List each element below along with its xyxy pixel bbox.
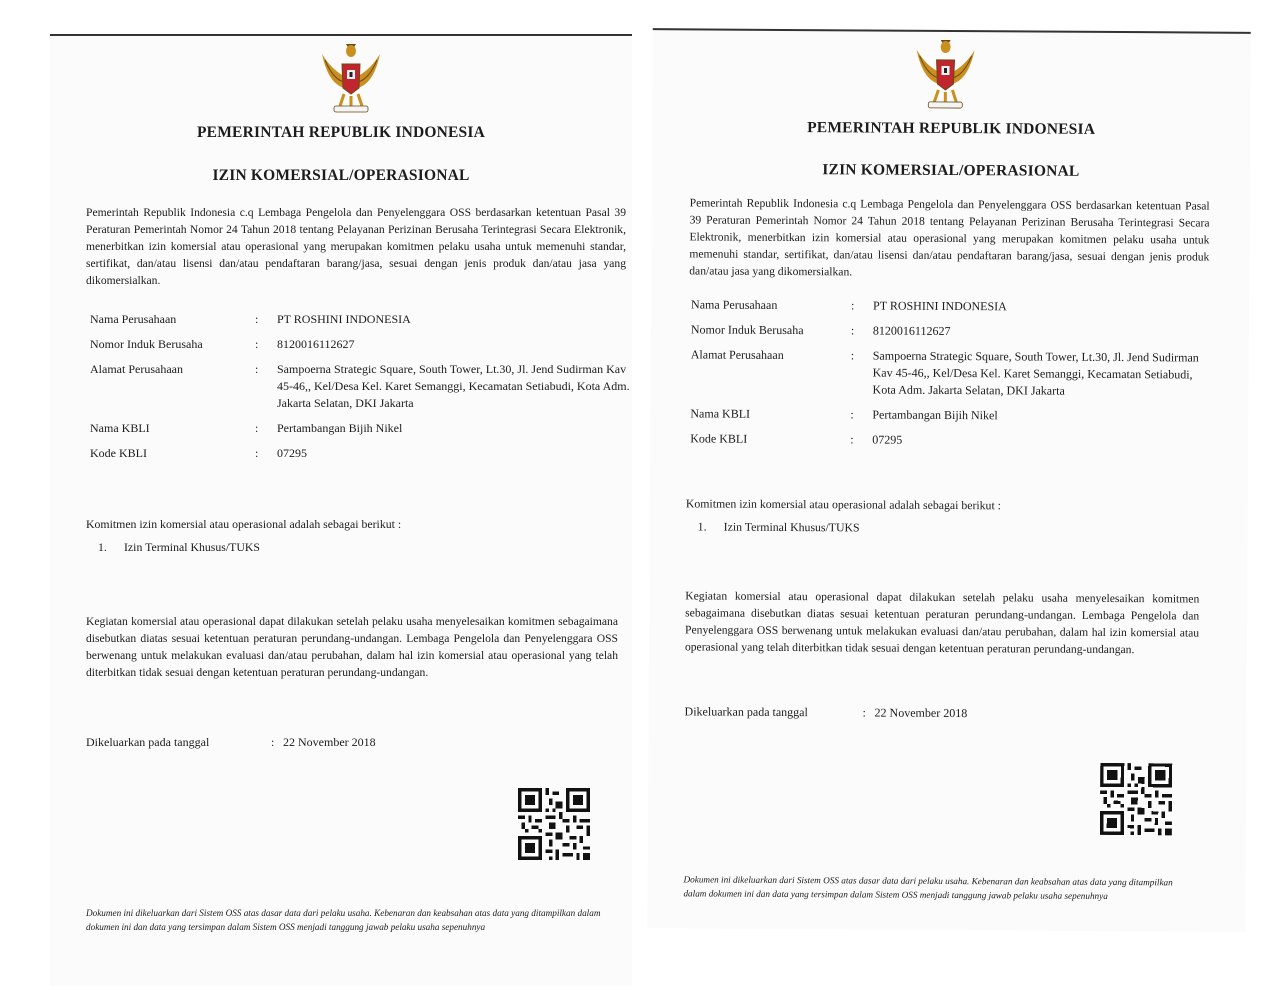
field-company-name <box>90 311 630 328</box>
qr-code-icon <box>1100 763 1172 835</box>
issued-label: Dikeluarkan pada tanggal <box>684 704 808 720</box>
field-label: Nama KBLI <box>90 421 150 435</box>
qr-code-icon <box>518 788 590 860</box>
field-kbli-name <box>90 420 630 437</box>
field-label: Kode KBLI <box>690 431 748 446</box>
issued-date <box>685 704 968 721</box>
commitment-item <box>686 518 1206 538</box>
field-label: Nama Perusahaan <box>90 312 177 326</box>
company-info-table <box>690 296 1211 458</box>
field-separator: : <box>850 432 854 447</box>
disclaimer-footer: Dokumen ini dikeluarkan dari Sistem OSS atas dasar data dari pelaku usaha. Kebenaran dan keabsahan atas data yang ditampilkan dalam dokumen ini dan data yang tersimpan dalam Sistem OSS menjadi tanggung jawab pelaku usaha sepenuhnya <box>86 908 601 932</box>
field-business-id <box>90 336 630 353</box>
field-value: 07295 <box>872 432 903 447</box>
government-heading: PEMERINTAH REPUBLIK INDONESIA <box>197 124 485 141</box>
field-value: Pertambangan Bijih Nikel <box>872 407 998 423</box>
permit-document-left <box>50 34 632 986</box>
field-separator: : <box>850 407 854 422</box>
garuda-emblem-icon <box>316 42 386 116</box>
government-heading: PEMERINTAH REPUBLIK INDONESIA <box>807 119 1096 138</box>
field-value: Pertambangan Bijih Nikel <box>277 421 403 435</box>
field-value: PT ROSHINI INDONESIA <box>277 312 411 326</box>
commitment-intro: Komitmen izin komersial atau operasional adalah sebagai berikut : <box>685 496 1002 513</box>
commitment-item-text: Izin Terminal Khusus/TUKS <box>124 540 260 554</box>
field-value: Sampoerna Strategic Square, South Tower, Lt.30, Jl. Jend Sudirman Kav 45-46,, Kel/Desa Kel. Karet Semanggi, Kecamatan Setiabudi, Kota Adm. Jakarta Selatan, DKI Jakarta <box>872 348 1199 398</box>
issued-separator: : <box>271 735 275 749</box>
document-title: IZIN KOMERSIAL/OPERASIONAL <box>212 167 470 184</box>
field-company-name <box>691 296 1211 316</box>
field-label: Nomor Induk Berusaha <box>90 337 203 351</box>
intro-paragraph: Pemerintah Republik Indonesia c.q Lembaga Pengelola dan Penyelenggara OSS berdasarkan ketentuan Pasal 39 Peraturan Pemerintah Nomor 24 Tahun 2018 tentang Pelayanan Perizinan Berusaha Terintegrasi Secara Elektronik, menerbitkan izin komersial atau operasional yang merupakan komitmen pelaku usaha untuk memenuhi standar, sertifikat, dan/atau lisensi dan/atau pendaftaran barang/jasa, sesuai dengan jenis produk dan/atau jasa yang dikomersialkan. <box>689 196 1210 279</box>
commitment-item-number: 1. <box>98 540 107 554</box>
field-value: 8120016112627 <box>277 337 355 351</box>
issued-value: 22 November 2018 <box>283 735 376 749</box>
field-separator: : <box>850 323 855 338</box>
field-value: PT ROSHINI INDONESIA <box>873 298 1007 314</box>
field-separator: : <box>255 421 259 435</box>
field-company-address <box>90 361 630 412</box>
field-label: Nama Perusahaan <box>691 297 778 312</box>
commitment-item-text: Izin Terminal Khusus/TUKS <box>723 519 860 535</box>
commitment-intro: Komitmen izin komersial atau operasional adalah sebagai berikut : <box>86 517 402 531</box>
field-business-id <box>691 321 1211 341</box>
field-separator: : <box>255 312 259 326</box>
intro-paragraph: Pemerintah Republik Indonesia c.q Lembaga Pengelola dan Penyelenggara OSS berdasarkan ketentuan Pasal 39 Peraturan Pemerintah Nomor 24 Tahun 2018 tentang Pelayanan Perizinan Berusaha Terintegrasi Secara Elektronik, menerbitkan izin komersial atau operasional yang merupakan komitmen pelaku usaha untuk memenuhi standar, sertifikat, dan/atau lisensi dan/atau pendaftaran barang/jasa, sesuai dengan jenis produk dan/atau jasa yang dikomersialkan. <box>86 206 626 287</box>
issued-date <box>86 735 376 750</box>
field-separator: : <box>255 337 259 351</box>
closing-paragraph: Kegiatan komersial atau operasional dapat dilakukan setelah pelaku usaha menyelesaikan komitmen sebagaimana disebutkan diatas sesuai ketentuan peraturan perundang-undangan. Lembaga Pengelola dan Penyelenggara OSS berwenang untuk melakukan evaluasi dan/atau perubahan, dalam hal izin komersial atau operasional yang telah diterbitkan tidak sesuai dengan ketentuan peraturan perundang-undangan. <box>86 615 618 679</box>
commitment-item <box>86 539 626 556</box>
field-label: Nama KBLI <box>690 406 751 421</box>
field-label: Alamat Perusahaan <box>690 347 784 362</box>
field-separator: : <box>255 362 259 376</box>
closing-paragraph: Kegiatan komersial atau operasional dapat dilakukan setelah pelaku usaha menyelesaikan komitmen sebagaimana disebutkan diatas sesuai ketentuan peraturan perundang-undangan. Lembaga Pengelola dan Penyelenggara OSS berwenang untuk melakukan evaluasi dan/atau perubahan, dalam hal izin komersial atau operasional yang telah diterbitkan tidak sesuai dengan ketentuan peraturan perundang-undangan. <box>684 589 1200 657</box>
field-company-address <box>690 346 1210 400</box>
field-label: Nomor Induk Berusaha <box>690 322 804 338</box>
disclaimer-footer: Dokumen ini dikeluarkan dari Sistem OSS atas dasar data dari pelaku usaha. Kebenaran dan keabsahan atas data yang ditampilkan dalam dokumen ini dan data yang tersimpan dalam Sistem OSS menjadi tanggung jawab pelaku usaha sepenuhnya <box>683 874 1173 901</box>
field-separator: : <box>851 298 855 313</box>
issued-separator: : <box>862 705 866 720</box>
field-kbli-code <box>90 445 630 462</box>
field-label: Alamat Perusahaan <box>90 362 183 376</box>
commitment-section <box>686 495 1206 538</box>
commitment-item-number: 1. <box>697 519 707 534</box>
field-separator: : <box>255 446 259 460</box>
garuda-emblem-icon <box>910 38 980 112</box>
field-value: 8120016112627 <box>872 323 951 339</box>
field-kbli-name <box>690 405 1210 425</box>
field-separator: : <box>850 348 855 363</box>
permit-document-right <box>647 28 1250 932</box>
field-label: Kode KBLI <box>90 446 147 460</box>
field-kbli-code <box>690 430 1210 450</box>
field-value: Sampoerna Strategic Square, South Tower, Lt.30, Jl. Jend Sudirman Kav 45-46,, Kel/Desa Kel. Karet Semanggi, Kecamatan Setiabudi, Kota Adm. Jakarta Selatan, DKI Jakarta <box>277 362 630 410</box>
field-value: 07295 <box>277 446 307 460</box>
issued-value: 22 November 2018 <box>874 705 968 721</box>
document-title: IZIN KOMERSIAL/OPERASIONAL <box>822 161 1080 180</box>
issued-label: Dikeluarkan pada tanggal <box>86 735 210 749</box>
commitment-section <box>86 516 626 556</box>
company-info-table <box>90 311 630 470</box>
